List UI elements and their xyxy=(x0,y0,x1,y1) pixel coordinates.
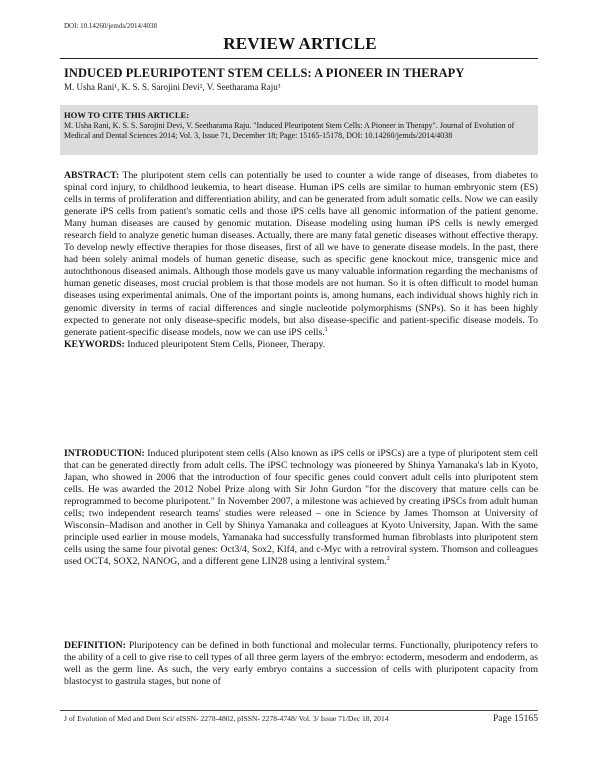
footer-journal-info: J of Evolution of Med and Dent Sci/ eISSN- 2278-4802, pISSN- 2278-4748/ Vol. 3/ Issue 71/Dec 18, 2014 xyxy=(64,714,389,723)
definition-section xyxy=(64,640,538,688)
definition-label: DEFINITION: xyxy=(64,640,126,651)
introduction-text: Induced pluripotent stem cells (Also known as iPS cells or iPSCs) are a type of pluripotent stem cell that can be generated directly from adult cells. The iPSC technology was pioneered by Shinya Yamanaka's lab in Kyoto, Japan, who showed in 2006 that the introduction of four specific genes could convert adult cells into pluripotent stem cells. He was awarded the 2012 Nobel Prize along with Sir John Gurdon "for the discovery that mature cells can be reprogrammed to become pluripotent." In November 2007, a milestone was achieved by creating iPSCs from adult human cells; two independent research teams' studies were released – one in Science by James Thomson at University of Wisconsin–Madison and another in Cell by Shinya Yamanaka and colleagues at Kyoto University, Japan. With the same principle used earlier in mouse models, Yamanaka had successfully transformed human fibroblasts into pluripotent stem cells using the same four pivotal genes: Oct3/4, Sox2, Klf4, and c-Myc with a retroviral system. Thomson and colleagues used OCT4, SOX2, NANOG, and a different gene LIN28 using a lentiviral system. xyxy=(64,448,539,568)
keywords-text: Induced pleuripotent Stem Cells, Pioneer, Therapy. xyxy=(127,338,326,350)
section-heading: REVIEW ARTICLE xyxy=(223,34,377,53)
definition-text: Pluripotency can be defined in both functional and molecular terms. Functionally, pluripotency refers to the ability of a cell to give rise to cell types of all three germ layers of the embryo: ectoderm, mesoderm and endoderm, as well as the germ line. As such, the very early embryo contains a succession of cells with pluripotent capacity from blastocyst to gastrula stages, but none of xyxy=(64,640,539,688)
doi-line: DOI: 10.14260/jemds/2014/4038 xyxy=(64,22,157,30)
keywords-label: KEYWORDS: xyxy=(64,338,125,350)
abstract-section xyxy=(64,170,538,351)
page-footer xyxy=(64,714,538,723)
abstract-reference-marker: 1 xyxy=(324,326,328,333)
introduction-reference-marker: 2 xyxy=(386,556,390,563)
abstract-paragraph xyxy=(64,170,538,339)
author-list: M. Usha Rani¹, K. S. S. Sarojini Devi², V. Seetharama Raju³ xyxy=(64,82,281,92)
introduction-label: INTRODUCTION: xyxy=(64,448,145,459)
keywords-paragraph xyxy=(64,339,538,351)
citation-heading: HOW TO CITE THIS ARTICLE: xyxy=(64,110,190,120)
article-title: INDUCED PLEURIPOTENT STEM CELLS: A PIONEER IN THERAPY xyxy=(64,66,465,80)
citation-box xyxy=(60,105,538,155)
abstract-label: ABSTRACT: xyxy=(64,170,120,181)
heading-divider xyxy=(60,58,538,59)
page-number: Page 15165 xyxy=(492,713,538,724)
citation-text: M. Usha Rani, K. S. S. Sarojini Devi, V. Seetharama Raju. "Induced Pleuripotent Stem Cells: A Pioneer in Therapy". Journal of Evolution of Medical and Dental Sciences 2014; Vol. 3, Issue 71, December 18; Page: 15165-15178, DOI: 10.14260/jemds/2014/4038 xyxy=(64,121,515,141)
introduction-section xyxy=(64,448,538,568)
abstract-text: The pluripotent stem cells can potentially be used to counter a wide range of diseases, from diabetes to spinal cord injury, to childhood leukemia, to heart disease. Human iPS cells are similar to human embryonic stem (ES) cells in terms of proliferation and differentiation ability, and can be generated from adult somatic cells. Now we can easily generate iPS cells from patient's somatic cells and those iPS cells have all genomic information of the patient genome. Many human diseases are caused by genomic mutation. Disease modeling using human iPS cells is newly emerged research field to analyze genetic human diseases. Actually, there are many fatal genetic diseases without effective therapy. To develop newly effective therapies for those diseases, first of all we have to generate disease models. In the past, there had been solely animal models of human genetic disease, such as specific gene knockout mice, transgenic mice and autochthonous diseased animals. Although those models gave us many valuable information regarding the mechanisms of human genetic diseases, most crucial problem is that those models are not human. So it is often difficult to model human diseases using experimental animals. One of the important points is, among humans, each individual shows highly rich in genomic diversity in terms of racial differences and single nucleotide polymorphisms (SNPs). So it has been highly expected to generate not only disease-specific models, but also disease-specific and patient-specific disease models. To generate patient-specific disease models, now we can use iPS cells. xyxy=(64,170,539,338)
footer-divider xyxy=(60,710,538,711)
